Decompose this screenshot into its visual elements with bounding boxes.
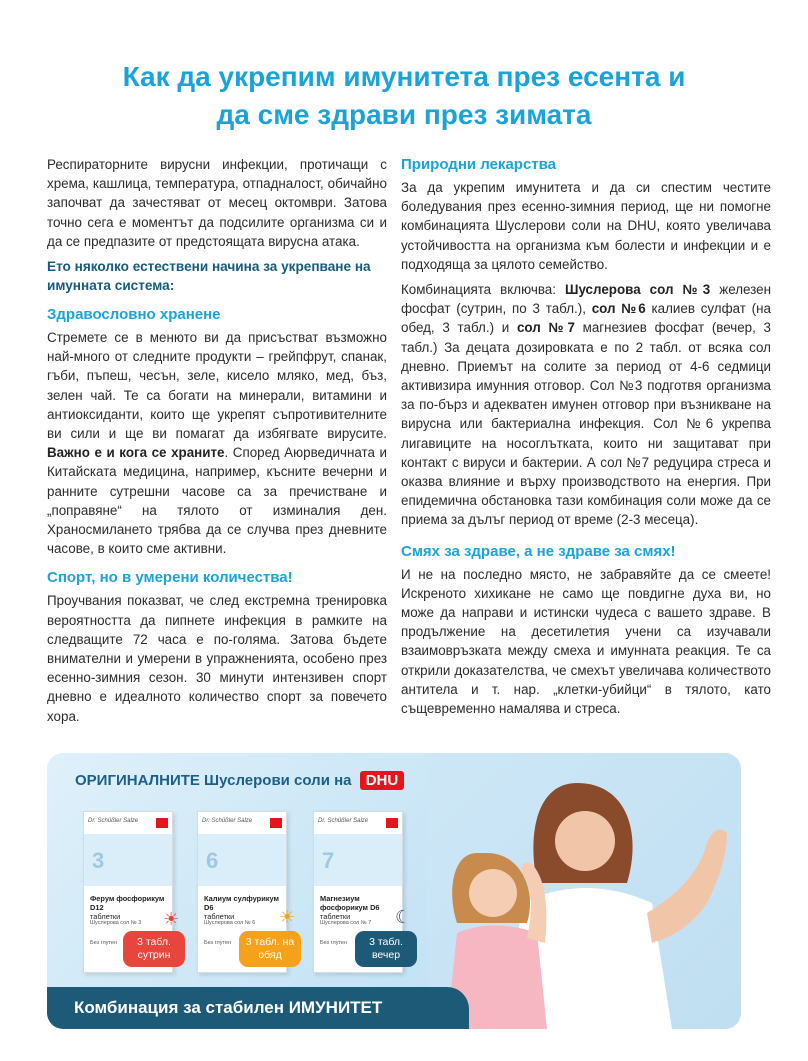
heading-sport: Спорт, но в умерени количества! — [47, 569, 293, 587]
combo-intro: Комбинацията включва: — [401, 282, 565, 298]
product-form: таблетки — [90, 912, 121, 921]
product-number: 6 — [206, 848, 219, 873]
product-name-text: Магнезиум фосфорикум D6 — [320, 894, 380, 912]
product-number: 7 — [322, 848, 335, 873]
left-column — [47, 155, 387, 732]
product-gluten-free: Без глутен — [320, 940, 347, 946]
heading-laughter: Смях за здраве, а не здраве за смях! — [401, 542, 676, 560]
product-salt-label: Шуслерова сол № 3 — [90, 920, 142, 926]
combo-rest: магнезиев фосфат (вечер, 3 табл.) За децата дозировката е по 2 табл. от всяка сол дневно. Приемът на солите за период от 4-6 седмици активизира имунния отговор. Сол №3 подготвя организма за по-бърз и адекватен имунен отговор при възникване на вирусна или бактериална инфекция. Сол №6 укрепва лигавиците на носоглътката, които ни защитават при контакт с вируси и бактерии. А сол №7 редуцира стреса и оказва влияние и върху производството на енергия. При епидемична обстановка тази комбинация соли може да се приема за дълъг период от време (2-3 месеца). — [401, 320, 772, 528]
product-brand: Dr. Schüßler Salze — [318, 818, 369, 824]
ad-title-text: ОРИГИНАЛНИТЕ Шуслерови соли на — [75, 772, 352, 789]
salt-6-text: калиев сулфат (на обед, 3 табл.) и — [401, 301, 771, 336]
dose-badge-morning: 3 табл. сутрин — [123, 931, 185, 967]
subheading-natural-ways: Ето няколко естествени начина за укрепване на имунната система: — [47, 259, 371, 294]
right-column — [401, 155, 771, 724]
laughter-paragraph: И не на последно място, не забравяйте да се смеете! Искреното хихикане не само ще повдигне духа ви, но може да направи и истински чудеса с вашето здраве. В продължение на десетилетия учени са изучавали взаимовръзката между смеха и имунната реакция. Те са открили доказателства, че смехът увеличава количеството антитела и т. нар. „клетки-убийци“ в тялото, като същевременно намалява и стреса. — [401, 566, 771, 717]
dhu-small-logo — [270, 818, 282, 828]
product-salt-label: Шуслерова сол № 6 — [204, 920, 256, 926]
food-text-b: . Според Аюрведичната и Китайската медицина, например, късните вечерни и ранните сутрешни часове са за пречистване и „поправяне“ на тялото от изминалия ден. Храносмилането трябва да се случва през дневните часове, в които сме активни. — [47, 445, 387, 557]
heading-healthy-food: Здравословно хранене — [47, 306, 221, 324]
food-bold: Важно е и кога се храните — [47, 445, 225, 461]
food-paragraph — [47, 328, 387, 558]
product-name — [204, 894, 284, 921]
product-name-text: Ферум фосфорикум D12 — [90, 894, 165, 912]
sun-icon: ☀ — [279, 907, 296, 927]
product-gluten-free: Без глутен — [90, 940, 117, 946]
natural-remedies-paragraph: За да укрепим имунитета и да си спестим честите боледувания през есенно-зимния период, ще ни помогне комбинацията Шуслерови соли на DHU, която увеличава устойчивостта на организма към болести и инфекции и е подходяща за цялото семейство. — [401, 180, 771, 272]
product-gluten-free: Без глутен — [204, 940, 231, 946]
dhu-logo: DHU — [360, 771, 405, 790]
food-text-a: Стремете се в менюто ви да присъстват възможно най-много от следните продукти – грейпфрут, спанак, гъби, пъпеш, чесън, зеле, кисело мляко, мед, бъз, зелен чай. Те са богати на минерали, витамини и антиоксиданти, които ще укрепят съпротивителните ви сили и ще ви помагат да избягвате вирусите. — [47, 330, 387, 442]
heading-natural-remedies: Природни лекарства — [401, 156, 557, 173]
dose-badge-evening: 3 табл. вечер — [355, 931, 417, 967]
product-name — [90, 894, 170, 921]
product-number: 3 — [92, 848, 105, 873]
combination-paragraph — [401, 280, 771, 530]
ad-title — [75, 771, 404, 790]
product-brand: Dr. Schüßler Salze — [88, 818, 139, 824]
dhu-small-logo — [386, 818, 398, 828]
mother-daughter-photo — [427, 753, 741, 1029]
intro-paragraph: Респираторните вирусни инфекции, протичащи с хрема, кашлица, температура, отпадналост, обичайно започват да зачестяват от месец октомври. Затова точно сега е моментът да подсилите организма си и да се предпазите от предстоящата вирусна атака. — [47, 157, 387, 249]
sunrise-icon: ☀ — [163, 909, 180, 929]
salt-6-bold: сол №6 — [591, 301, 646, 317]
dhu-small-logo — [156, 818, 168, 828]
product-name-text: Калиум сулфурикум D6 — [204, 894, 279, 912]
page-title — [40, 58, 768, 134]
ad-tagline: Комбинация за стабилен ИМУНИТЕТ — [47, 987, 469, 1029]
salt-3-bold: Шуслерова сол №3 — [564, 282, 711, 298]
moon-icon: ☾ — [395, 907, 412, 927]
product-brand: Dr. Schüßler Salze — [202, 818, 253, 824]
product-name — [320, 894, 400, 921]
product-form: таблетки — [320, 912, 351, 921]
product-form: таблетки — [204, 912, 235, 921]
title-line-1: Как да укрепим имунитета през есента и — [122, 61, 686, 92]
dhu-ad-banner — [47, 753, 741, 1029]
salt-3-text: железен фосфат (сутрин, по 3 табл.), — [401, 282, 771, 317]
product-salt-label: Шуслерова сол № 7 — [320, 920, 372, 926]
sport-paragraph: Проучвания показват, че след екстремна тренировка вероятността да пипнете инфекция в рамките на следващите 72 часа е по-голяма. Затова бъдете внимателни и умерени в упражненията, особено през есенно-зимния сезон. 30 минути интензивен спорт дневно е идеалното количество спорт за повечето хора. — [47, 593, 387, 724]
dose-badge-noon: 3 табл. на обяд — [239, 931, 301, 967]
title-line-2: да сме здрави през зимата — [216, 99, 592, 130]
salt-7-bold: сол №7 — [516, 320, 575, 336]
